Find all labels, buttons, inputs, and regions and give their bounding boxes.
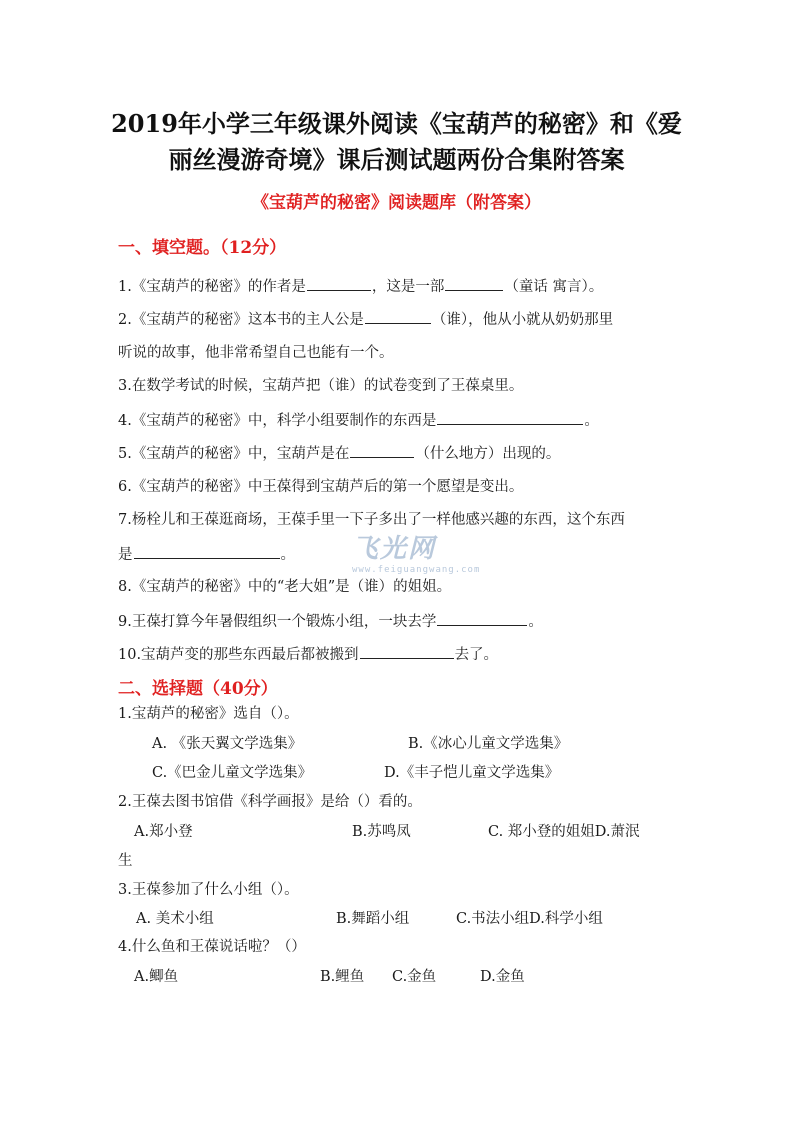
question-6: 6.《宝葫芦的秘密》中王葆得到宝葫芦后的第一个愿望是变出。 (118, 479, 524, 495)
doc-subtitle: 《宝葫芦的秘密》阅读题库（附答案） (252, 193, 541, 213)
choice-q1-option-b[interactable]: B.《冰心儿童文学选集》 (408, 736, 569, 752)
q7-text-c: 。 (280, 547, 295, 563)
doc-title-line2: 丽丝漫游奇境》课后测试题两份合集附答案 (168, 145, 625, 174)
watermark-logo-text: 飞光网 (352, 534, 437, 564)
question-10 (118, 644, 498, 665)
choice-q1: 1.宝葫芦的秘密》选自（）。 (118, 706, 299, 722)
q4-text-b: 。 (584, 413, 599, 429)
q5-text-a: 5.《宝葫芦的秘密》中，宝葫芦是在 (118, 446, 350, 462)
question-1 (118, 276, 603, 297)
choice-q3-option-a[interactable]: A. 美术小组 (136, 911, 214, 927)
q1-text-b: ，这是一部 (371, 279, 445, 295)
choice-q2-option-d-cont: 生 (118, 853, 133, 869)
question-5 (118, 443, 560, 464)
choice-q1-option-c[interactable]: C.《巴金儿童文学选集》 (152, 765, 313, 781)
section-fill-in: 一、填空题。（12分） (118, 238, 287, 258)
choice-q4-option-b[interactable]: B.鲤鱼 (320, 969, 365, 985)
question-9 (118, 611, 543, 632)
question-2 (118, 309, 613, 330)
question-4 (118, 410, 599, 431)
choice-q1-option-d[interactable]: D.《丰子恺儿童文学选集》 (384, 765, 560, 781)
q10-text-a: 10.宝葫芦变的那些东西最后都被搬到 (118, 647, 359, 663)
choice-q2-option-b[interactable]: B.苏鸣凤 (352, 824, 411, 840)
watermark-url: www.feiguangwang.com (352, 565, 481, 575)
choice-q4-option-c[interactable]: C.金鱼 (392, 969, 437, 985)
section-multiple-choice: 二、选择题（40分） (118, 679, 278, 699)
doc-title-line1: 2019年小学三年级课外阅读《宝葫芦的秘密》和《爱 (111, 109, 682, 138)
choice-q4-option-a[interactable]: A.鲫鱼 (134, 969, 179, 985)
q1-blank-author[interactable] (307, 276, 371, 291)
choice-q2-option-a[interactable]: A.郑小登 (134, 824, 193, 840)
q4-blank[interactable] (437, 410, 583, 425)
question-7-cont (118, 544, 295, 565)
q9-text-b: 。 (528, 614, 543, 630)
choice-q3-option-b[interactable]: B.舞蹈小组 (336, 911, 410, 927)
q1-text-a: 1.《宝葫芦的秘密》的作者是 (118, 279, 306, 295)
choice-q1-option-a[interactable]: A. 《张天翼文学选集》 (152, 736, 303, 752)
question-2-cont: 听说的故事，他非常希望自己也能有一个。 (118, 345, 394, 361)
q5-text-b: （什么地方）出现的。 (415, 446, 561, 462)
q9-text-a: 9.王葆打算今年暑假组织一个锻炼小组，一块去学 (118, 614, 437, 630)
q9-blank[interactable] (437, 611, 527, 626)
question-8: 8.《宝葫芦的秘密》中的“老大姐”是（谁）的姐姐。 (118, 579, 452, 595)
q5-blank[interactable] (350, 443, 414, 458)
q2-text-b: （谁），他从小就从奶奶那里 (431, 312, 614, 328)
question-7: 7.杨栓儿和王葆逛商场，王葆手里一下子多出了一样他感兴趣的东西，这个东西 (118, 512, 625, 528)
q4-text-a: 4.《宝葫芦的秘密》中，科学小组要制作的东西是 (118, 413, 437, 429)
q10-text-b: 去了。 (454, 647, 499, 663)
choice-q2: 2.王葆去图书馆借《科学画报》是给（）看的。 (118, 794, 422, 810)
choice-q2-option-c-d[interactable]: C. 郑小登的姐姐D.萧泯 (488, 824, 640, 840)
choice-q4: 4.什么鱼和王葆说话啦？（） (118, 939, 306, 955)
q1-blank-genre[interactable] (445, 276, 503, 291)
q1-text-c: （童话 寓言）。 (504, 279, 604, 295)
choice-q4-option-d[interactable]: D.金鱼 (480, 969, 525, 985)
question-3: 3.在数学考试的时候，宝葫芦把（谁）的试卷变到了王葆桌里。 (118, 378, 524, 394)
q2-blank-hero[interactable] (365, 309, 431, 324)
q2-text-a: 2.《宝葫芦的秘密》这本书的主人公是 (118, 312, 364, 328)
q7-blank[interactable] (134, 544, 280, 559)
choice-q3-option-c-d[interactable]: C.书法小组D.科学小组 (456, 911, 603, 927)
q7-text-b: 是 (118, 547, 133, 563)
site-watermark (352, 528, 481, 580)
q10-blank[interactable] (360, 644, 454, 659)
choice-q3: 3.王葆参加了什么小组（）。 (118, 882, 299, 898)
